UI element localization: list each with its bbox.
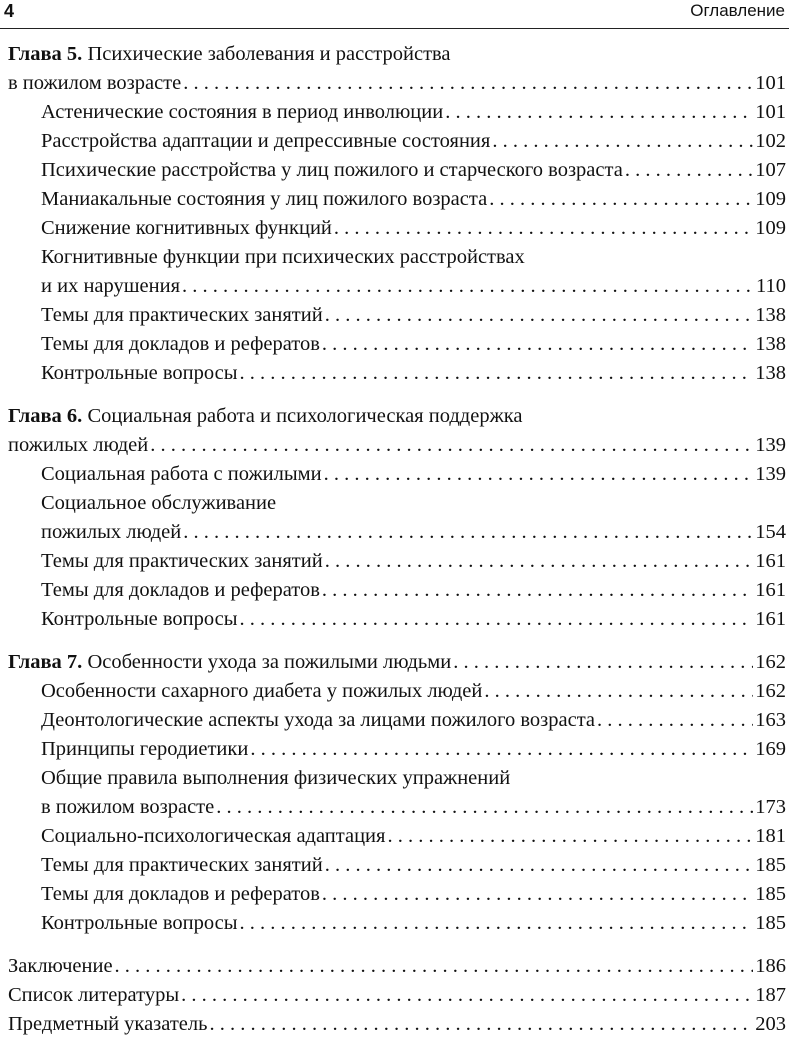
page-number: 4 [4, 1, 15, 21]
chapter-5-page: 101 [755, 72, 786, 94]
back-matter-page: 187 [755, 984, 786, 1006]
toc-entry-label: Общие правила выполнения физических упражнений [41, 767, 511, 789]
chapter-5-title-line [8, 40, 786, 69]
toc-entry-label: Темы для практических занятий [41, 304, 323, 326]
toc-entry[interactable] [8, 880, 786, 909]
chapter-7-prefix: Глава 7. [8, 651, 83, 673]
dot-leader [322, 330, 753, 359]
dot-leader [325, 547, 754, 576]
dot-leader [115, 952, 754, 981]
toc-entry-label: Социальное обслуживание [41, 492, 277, 514]
back-matter-page: 203 [755, 1013, 786, 1035]
toc-entry-page: 181 [755, 825, 786, 847]
chapter-5-title-cont: в пожилом возрасте [8, 72, 182, 94]
toc-entry-label: Снижение когнитивных функций [41, 217, 332, 239]
back-matter-entry[interactable] [8, 1010, 786, 1039]
toc-entry[interactable] [8, 272, 786, 301]
toc-entry-label: Расстройства адаптации и депрессивные состояния [41, 130, 491, 152]
toc-entry[interactable] [8, 156, 786, 185]
toc-entry[interactable] [8, 185, 786, 214]
toc-entry[interactable] [8, 98, 786, 127]
toc-entry-label: Астенические состояния в период инволюции [41, 101, 444, 123]
toc-entry-page: 138 [755, 333, 786, 355]
toc-entry-page: 102 [755, 130, 786, 152]
chapter-5-title: Психические заболевания и расстройства [87, 43, 451, 65]
toc-entry[interactable] [8, 301, 786, 330]
table-of-contents [8, 40, 786, 1039]
toc-entry-page: 161 [755, 608, 786, 630]
dot-leader [210, 1010, 754, 1039]
dot-leader [445, 98, 753, 127]
toc-entry[interactable] [8, 605, 786, 634]
toc-entry-page: 107 [755, 159, 786, 181]
dot-leader [240, 359, 754, 388]
toc-entry-first-line [8, 489, 786, 518]
dot-leader [325, 851, 754, 880]
toc-entry-page: 138 [755, 362, 786, 384]
toc-entry-page: 109 [755, 188, 786, 210]
dot-leader [453, 648, 753, 677]
dot-leader [492, 127, 753, 156]
dot-leader [334, 214, 753, 243]
back-matter-label: Список литературы [8, 984, 180, 1006]
toc-entry-label: Темы для практических занятий [41, 854, 323, 876]
toc-entry-page: 109 [755, 217, 786, 239]
dot-leader [322, 880, 753, 909]
toc-entry-label: Темы для докладов и рефератов [41, 883, 320, 905]
chapter-6-page: 139 [755, 434, 786, 456]
back-matter-label: Предметный указатель [8, 1013, 208, 1035]
dot-leader [322, 576, 753, 605]
toc-entry-page: 162 [755, 680, 786, 702]
toc-entry-page: 161 [755, 579, 786, 601]
chapter-6-prefix: Глава 6. [8, 405, 83, 427]
toc-entry-first-line [8, 243, 786, 272]
dot-leader [324, 460, 754, 489]
toc-entry[interactable] [8, 518, 786, 547]
dot-leader [489, 185, 753, 214]
toc-entry-page: 163 [755, 709, 786, 731]
toc-entry-label: Темы для докладов и рефератов [41, 579, 320, 601]
dot-leader [484, 677, 753, 706]
toc-entry-page: 101 [755, 101, 786, 123]
toc-entry[interactable] [8, 735, 786, 764]
toc-entry-page: 154 [755, 521, 786, 543]
toc-entry-label: Контрольные вопросы [41, 608, 238, 630]
toc-entry[interactable] [8, 214, 786, 243]
toc-entry[interactable] [8, 127, 786, 156]
dot-leader [240, 605, 754, 634]
dot-leader [182, 272, 754, 301]
back-matter-page: 186 [755, 955, 786, 977]
toc-entry-label: Особенности сахарного диабета у пожилых людей [41, 680, 483, 702]
toc-entry[interactable] [8, 359, 786, 388]
chapter-6-title-line [8, 402, 786, 431]
toc-entry[interactable] [8, 909, 786, 938]
dot-leader [625, 156, 753, 185]
toc-entry-label: Деонтологические аспекты ухода за лицами пожилого возраста [41, 709, 596, 731]
dot-leader [240, 909, 754, 938]
toc-entry-page: 161 [755, 550, 786, 572]
toc-entry[interactable] [8, 576, 786, 605]
toc-entry-label: Принципы геродиетики [41, 738, 249, 760]
toc-entry[interactable] [8, 330, 786, 359]
toc-entry-label: Темы для докладов и рефератов [41, 333, 320, 355]
toc-entry[interactable] [8, 822, 786, 851]
toc-entry-page: 173 [755, 796, 786, 818]
dot-leader [250, 735, 753, 764]
running-header [0, 0, 789, 29]
toc-entry-first-line [8, 764, 786, 793]
chapter-7-entry[interactable] [8, 648, 786, 677]
dot-leader [181, 981, 753, 1010]
toc-entry[interactable] [8, 793, 786, 822]
chapter-7-page: 162 [755, 651, 786, 673]
toc-entry-label: пожилых людей [41, 521, 182, 543]
chapter-6-title-cont: пожилых людей [8, 434, 149, 456]
section-title: Оглавление [690, 1, 785, 20]
back-matter-entry[interactable] [8, 981, 786, 1010]
toc-entry-label: и их нарушения [41, 275, 180, 297]
dot-leader [387, 822, 753, 851]
toc-entry-page: 185 [755, 912, 786, 934]
toc-entry-label: Психические расстройства у лиц пожилого и старческого возраста [41, 159, 623, 181]
toc-entry[interactable] [8, 851, 786, 880]
dot-leader [183, 69, 753, 98]
toc-entry-page: 138 [755, 304, 786, 326]
toc-entry[interactable] [8, 547, 786, 576]
chapter-7-title: Особенности ухода за пожилыми людьми [87, 651, 452, 673]
toc-entry-page: 169 [755, 738, 786, 760]
toc-entry-page: 110 [756, 275, 786, 297]
toc-entry[interactable] [8, 460, 786, 489]
back-matter-entry[interactable] [8, 952, 786, 981]
toc-entry[interactable] [8, 677, 786, 706]
toc-entry-label: Контрольные вопросы [41, 362, 238, 384]
dot-leader [597, 706, 753, 735]
dot-leader [150, 431, 753, 460]
dot-leader [216, 793, 753, 822]
toc-entry-page: 185 [755, 883, 786, 905]
back-matter-label: Заключение [8, 955, 113, 977]
chapter-5-prefix: Глава 5. [8, 43, 83, 65]
toc-entry-page: 185 [755, 854, 786, 876]
toc-entry-label: Контрольные вопросы [41, 912, 238, 934]
chapter-6-title: Социальная работа и психологическая поддержка [87, 405, 523, 427]
toc-entry-label: Социальная работа с пожилыми [41, 463, 322, 485]
toc-entry-label: Маниакальные состояния у лиц пожилого возраста [41, 188, 488, 210]
chapter-5-entry[interactable] [8, 69, 786, 98]
toc-entry-label: Социально-психологическая адаптация [41, 825, 386, 847]
toc-entry-label: Когнитивные функции при психических расстройствах [41, 246, 525, 268]
chapter-6-entry[interactable] [8, 431, 786, 460]
dot-leader [325, 301, 754, 330]
toc-entry[interactable] [8, 706, 786, 735]
dot-leader [183, 518, 753, 547]
toc-entry-label: Темы для практических занятий [41, 550, 323, 572]
toc-entry-page: 139 [755, 463, 786, 485]
toc-entry-label: в пожилом возрасте [41, 796, 215, 818]
